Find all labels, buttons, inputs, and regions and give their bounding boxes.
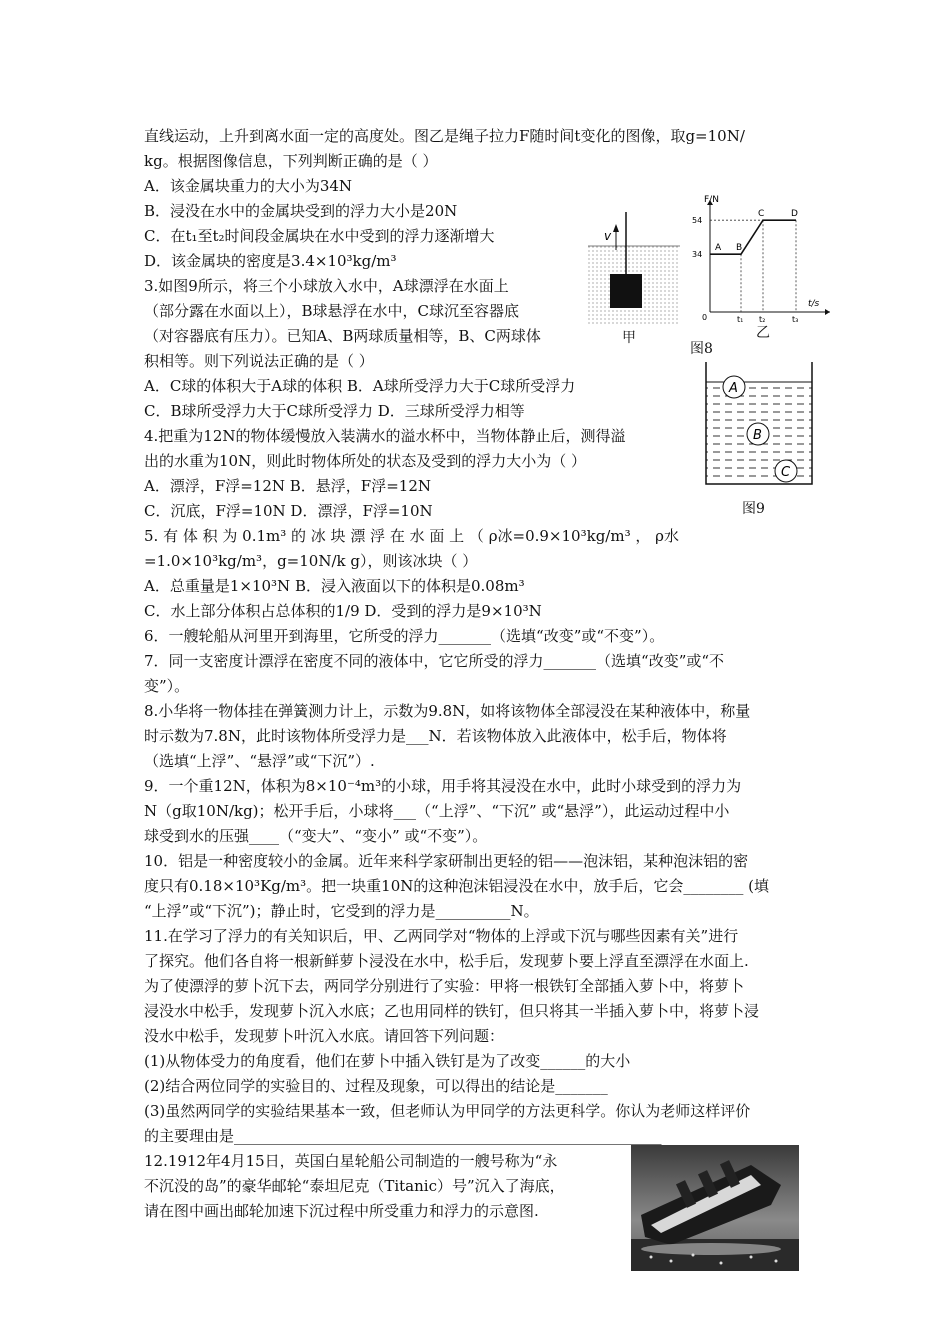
line-6: 3.如图9所示，将三个小球放入水中，A球漂浮在水面上 bbox=[144, 277, 509, 295]
point-label-b: B bbox=[736, 243, 743, 254]
ball-c bbox=[775, 460, 797, 482]
line-41: 12.1912年4月15日，英国白星轮船公司制造的一艘号称为“永 bbox=[144, 1152, 558, 1170]
line-22: 变”）。 bbox=[144, 677, 190, 695]
ball-a bbox=[723, 376, 745, 398]
x-tick-2: t₂ bbox=[759, 315, 766, 322]
line-26: 9．一个重12N，体积为8×10⁻⁴m³的小球，用手将其浸没在水中，此时小球受到的浮力为 bbox=[144, 777, 742, 795]
svg-text:A: A bbox=[729, 381, 738, 396]
line-11: C．B球所受浮力大于C球所受浮力 D．三球所受浮力相等 bbox=[144, 402, 525, 420]
line-0: 直线运动，上升到离水面一定的高度处。图乙是绳子拉力F随时间t变化的图像，取g=10N/ bbox=[144, 127, 745, 145]
point-label-d: D bbox=[791, 209, 798, 220]
x-tick-1: t₁ bbox=[737, 315, 744, 322]
line-36: 没水中松手，发现萝卜叶沉入水底。请回答下列问题： bbox=[144, 1027, 505, 1045]
line-1: kg。根据图像信息，下列判断正确的是（ ） bbox=[144, 152, 438, 170]
line-23: 8.小华将一物体挂在弹簧测力计上，示数为9.8N，如将该物体全部浸没在某种液体中，称量 bbox=[144, 702, 751, 720]
fig8-jia-diagram bbox=[584, 210, 684, 335]
line-30: 度只有0.18×10³Kg/m³。把一块重10N的这种泡沫铝浸没在水中，放手后，它会________ (填 bbox=[144, 877, 770, 895]
fig8-force-time-chart bbox=[690, 192, 835, 322]
line-7: （部分露在水面以上），B球悬浮在水中，C球沉至容器底 bbox=[144, 302, 520, 320]
line-34: 为了使漂浮的萝卜沉下去，两同学分别进行了实验：甲将一根铁钉全部插入萝卜中，将萝卜 bbox=[144, 977, 745, 995]
fig8-yi-label: 乙 bbox=[756, 325, 770, 341]
line-3: B．浸没在水中的金属块受到的浮力大小是20N bbox=[144, 202, 458, 220]
titanic-sinking-photo bbox=[631, 1145, 799, 1271]
line-18: A．总重量是1×10³N B．浸入液面以下的体积是0.08m³ bbox=[144, 577, 525, 595]
svg-text:B: B bbox=[753, 428, 762, 443]
line-31: “上浮”或“下沉”)；静止时，它受到的浮力是__________N。 bbox=[144, 902, 539, 920]
point-label-a: A bbox=[715, 243, 722, 254]
line-28: 球受到水的压强____（“变大”、“变小” 或“不变”）。 bbox=[144, 827, 488, 845]
line-17: =1.0×10³kg/m³，g=10N/k g），则该冰块（ ） bbox=[144, 552, 478, 570]
line-27: N（g取10N/kg)；松开手后，小球将___（“上浮”、“下沉” 或“悬浮”），此运动过程中小 bbox=[144, 802, 730, 820]
line-14: A．漂浮，F浮=12N B．悬浮，F浮=12N bbox=[144, 477, 432, 495]
x-axis-label: t/s bbox=[808, 299, 820, 309]
line-39: (3)虽然两同学的实验结果基本一致，但老师认为甲同学的方法更科学。你认为老师这样评价 bbox=[144, 1102, 751, 1120]
y-tick-54: 54 bbox=[692, 216, 703, 226]
velocity-label: v bbox=[604, 229, 612, 243]
fig9-container-diagram bbox=[700, 360, 818, 492]
x-axis-arrow bbox=[825, 309, 830, 315]
line-20: 6．一艘轮船从河里开到海里，它所受的浮力_______（选填“改变”或“不变”）。 bbox=[144, 627, 665, 645]
line-19: C．水上部分体积占总体积的1/9 D．受到的浮力是9×10³N bbox=[144, 602, 542, 620]
line-8: （对容器底有压力）。已知A、B两球质量相等，B、C两球体 bbox=[144, 327, 541, 345]
fig8-caption: 图8 bbox=[690, 341, 713, 357]
line-38: (2)结合两位同学的实验目的、过程及现象，可以得出的结论是_______ bbox=[144, 1077, 608, 1095]
line-4: C．在t₁至t₂时间段金属块在水中受到的浮力逐渐增大 bbox=[144, 227, 495, 245]
y-tick-34: 34 bbox=[692, 250, 703, 260]
ball-b bbox=[747, 423, 769, 445]
line-9: 积相等。则下列说法正确的是（ ） bbox=[144, 352, 374, 370]
fig9-caption: 图9 bbox=[742, 501, 765, 517]
fig8-jia-label: 甲 bbox=[622, 330, 636, 346]
line-32: 11.在学习了浮力的有关知识后，甲、乙两同学对“物体的上浮或下沉与哪些因素有关”进行 bbox=[144, 927, 739, 945]
line-10: A．C球的体积大于A球的体积 B．A球所受浮力大于C球所受浮力 bbox=[144, 377, 576, 395]
line-29: 10．铝是一种密度较小的金属。近年来科学家研制出更轻的铝——泡沫铝，某种泡沫铝的密 bbox=[144, 852, 749, 870]
line-43: 请在图中画出邮轮加速下沉过程中所受重力和浮力的示意图. bbox=[144, 1202, 539, 1220]
svg-text:C: C bbox=[781, 465, 791, 480]
line-37: (1)从物体受力的角度看，他们在萝卜中插入铁钉是为了改变______的大小 bbox=[144, 1052, 631, 1070]
line-2: A．该金属块重力的大小为34N bbox=[144, 177, 353, 195]
line-25: （选填“上浮”、“悬浮”或“下沉”）. bbox=[144, 752, 375, 770]
y-axis-label: F/N bbox=[704, 195, 719, 205]
line-42: 不沉没的岛”的豪华邮轮“泰坦尼克（Titanic）号”沉入了海底， bbox=[144, 1177, 565, 1195]
line-35: 浸没水中松手，发现萝卜沉入水底；乙也用同样的铁钉，但只将其一半插入萝卜中，将萝卜浸 bbox=[144, 1002, 760, 1020]
line-24: 时示数为7.8N，此时该物体所受浮力是___N．若该物体放入此液体中，松手后，物体将 bbox=[144, 727, 727, 745]
line-16: 5. 有 体 积 为 0.1m³ 的 冰 块 漂 浮 在 水 面 上 （ ρ冰=0.9×10³kg/m³ ， ρ水 bbox=[144, 527, 679, 545]
line-40: 的主要理由是_________________________________________________________ bbox=[144, 1127, 662, 1145]
x-tick-3: t₃ bbox=[792, 315, 799, 322]
line-15: C．沉底，F浮=10N D．漂浮，F浮=10N bbox=[144, 502, 433, 520]
point-label-c: C bbox=[758, 209, 765, 220]
origin-label: 0 bbox=[702, 313, 708, 322]
line-5: D．该金属块的密度是3.4×10³kg/m³ bbox=[144, 252, 397, 270]
line-13: 出的水重为10N，则此时物体所处的状态及受到的浮力大小为（ ） bbox=[144, 452, 586, 470]
line-21: 7．同一支密度计漂浮在密度不同的液体中，它它所受的浮力_______（选填“改变”或“不 bbox=[144, 652, 725, 670]
force-series-line bbox=[710, 220, 796, 254]
line-33: 了探究。他们各自将一根新鲜萝卜浸没在水中，松手后，发现萝卜要上浮直至漂浮在水面上. bbox=[144, 952, 749, 970]
line-12: 4.把重为12N的物体缓慢放入装满水的溢水杯中，当物体静止后，测得溢 bbox=[144, 427, 626, 445]
